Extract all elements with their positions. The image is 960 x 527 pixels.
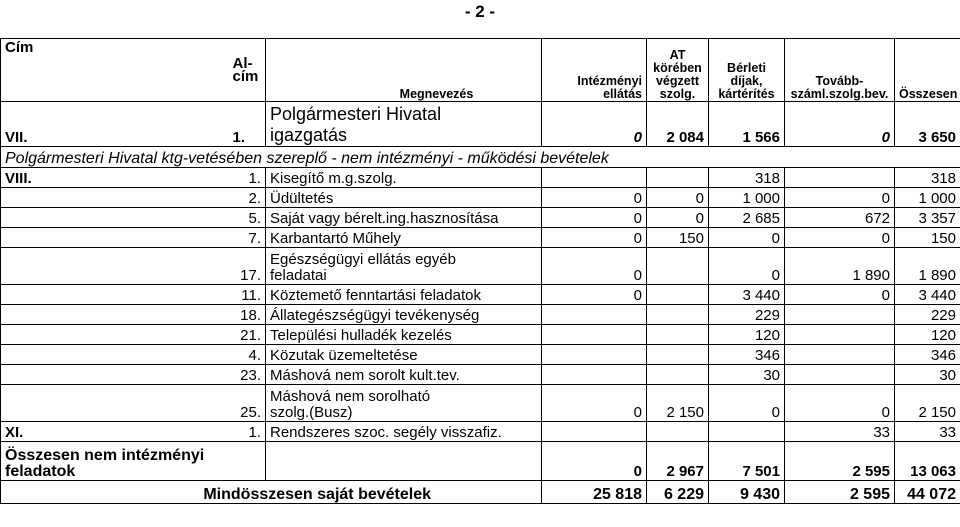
row-value [647, 422, 709, 442]
header-megnevezes: Megnevezés [266, 39, 542, 102]
row-vii-name: Polgármesteri Hivatal igazgatás [266, 102, 542, 147]
row-vii [1, 102, 960, 147]
row-cim: XI. [1, 422, 229, 442]
row-value: 33 [895, 422, 960, 442]
total-nonintez-value: 7 501 [709, 442, 785, 481]
row-value: 318 [709, 168, 785, 188]
row-cim [1, 385, 229, 422]
row-value [785, 325, 895, 345]
row-value: 33 [785, 422, 895, 442]
grand-total-row [1, 481, 960, 504]
row-value: 30 [895, 365, 960, 385]
row-vii-v4: 3 650 [895, 102, 960, 147]
row-name: Közutak üzemeltetése [266, 345, 542, 365]
row-name: Kisegítő m.g.szolg. [266, 168, 542, 188]
row-value: 2 150 [895, 385, 960, 422]
grand-total-label: Mindösszesen saját bevételek [1, 481, 542, 504]
row-cim: VIII. [1, 168, 229, 188]
row-alcim: 17. [229, 248, 266, 285]
row-alcim: 7. [229, 228, 266, 248]
table-row [1, 168, 960, 188]
grand-total-value: 44 072 [895, 481, 960, 504]
row-cim [1, 208, 229, 228]
header-alcim-text: Al- cím [232, 55, 259, 85]
row-value [709, 422, 785, 442]
row-name: Karbantartó Műhely [266, 228, 542, 248]
row-value: 229 [895, 305, 960, 325]
row-value [785, 305, 895, 325]
row-name: Egészségügyi ellátás egyéb feladatai [266, 248, 542, 285]
row-alcim: 23. [229, 365, 266, 385]
table-row [1, 228, 960, 248]
row-alcim: 1. [229, 168, 266, 188]
total-nonintez-value: 2 595 [785, 442, 895, 481]
table-row [1, 365, 960, 385]
row-cim [1, 345, 229, 365]
row-alcim: 2. [229, 188, 266, 208]
row-value: 30 [709, 365, 785, 385]
row-value: 150 [895, 228, 960, 248]
row-alcim: 11. [229, 285, 266, 305]
row-name: Állategészségügyi tevékenység [266, 305, 542, 325]
row-name: Települési hulladék kezelés [266, 325, 542, 345]
row-name: Máshová nem sorolt kult.tev. [266, 365, 542, 385]
row-value: 1 000 [895, 188, 960, 208]
row-value: 2 685 [709, 208, 785, 228]
total-nonintez-value: 0 [542, 442, 647, 481]
row-value [542, 345, 647, 365]
row-alcim: 25. [229, 385, 266, 422]
row-value: 150 [647, 228, 709, 248]
row-value [542, 168, 647, 188]
total-nonintez-row [1, 442, 960, 481]
table-row [1, 305, 960, 325]
row-cim [1, 325, 229, 345]
row-vii-alcim: 1. [229, 102, 266, 147]
table-row [1, 285, 960, 305]
header-berleti: Bérleti díjak, kártérítés [709, 39, 785, 102]
row-cim [1, 285, 229, 305]
row-vii-cim: VII. [1, 102, 229, 147]
row-value: 0 [542, 248, 647, 285]
row-value: 0 [709, 385, 785, 422]
row-value: 0 [542, 228, 647, 248]
total-nonintez-empty [266, 442, 542, 481]
row-value: 346 [895, 345, 960, 365]
grand-total-value: 6 229 [647, 481, 709, 504]
table-row [1, 345, 960, 365]
row-alcim: 1. [229, 422, 266, 442]
row-value [647, 305, 709, 325]
row-value [785, 365, 895, 385]
header-tovabb: Tovább- száml.szolg.bev. [785, 39, 895, 102]
header-alcim [229, 39, 266, 102]
table-row [1, 422, 960, 442]
row-value: 3 440 [895, 285, 960, 305]
revenue-table [0, 38, 960, 504]
table-row [1, 248, 960, 285]
row-alcim: 21. [229, 325, 266, 345]
header-at-koreben: AT körében végzett szolg. [647, 39, 709, 102]
row-alcim: 5. [229, 208, 266, 228]
row-value: 2 150 [647, 385, 709, 422]
row-value [542, 422, 647, 442]
total-nonintez-value: 13 063 [895, 442, 960, 481]
row-name: Rendszeres szoc. segély visszafiz. [266, 422, 542, 442]
section-title: Polgármesteri Hivatal ktg-vetésében szereplő - nem intézményi - működési bevételek [1, 147, 960, 168]
row-value: 672 [785, 208, 895, 228]
row-cim [1, 365, 229, 385]
header-intezmenyi: Intézményi ellátás [542, 39, 647, 102]
row-value: 229 [709, 305, 785, 325]
row-value [542, 325, 647, 345]
row-cim [1, 228, 229, 248]
row-alcim: 18. [229, 305, 266, 325]
row-value [785, 345, 895, 365]
page-number: - 2 - [464, 2, 496, 21]
row-value [647, 248, 709, 285]
row-value: 120 [895, 325, 960, 345]
row-value: 0 [709, 248, 785, 285]
row-value: 0 [785, 228, 895, 248]
row-value: 346 [709, 345, 785, 365]
row-value [647, 325, 709, 345]
total-nonintez-value: 2 967 [647, 442, 709, 481]
row-value: 3 357 [895, 208, 960, 228]
row-cim [1, 305, 229, 325]
row-name: Köztemető fenntartási feladatok [266, 285, 542, 305]
row-value [647, 345, 709, 365]
row-value [647, 285, 709, 305]
row-value: 318 [895, 168, 960, 188]
row-value: 1 000 [709, 188, 785, 208]
grand-total-value: 25 818 [542, 481, 647, 504]
header-osszesen: Összesen [895, 39, 960, 102]
row-vii-v1: 2 084 [647, 102, 709, 147]
grand-total-value: 2 595 [785, 481, 895, 504]
row-value [542, 365, 647, 385]
row-value: 1 890 [895, 248, 960, 285]
row-cim [1, 248, 229, 285]
row-value: 0 [785, 188, 895, 208]
row-value: 0 [542, 385, 647, 422]
row-name: Máshová nem sorolható szolg.(Busz) [266, 385, 542, 422]
row-value [785, 168, 895, 188]
row-name: Üdültetés [266, 188, 542, 208]
row-value: 0 [647, 208, 709, 228]
row-value: 0 [542, 285, 647, 305]
grand-total-value: 9 430 [709, 481, 785, 504]
row-value: 0 [542, 208, 647, 228]
header-row [1, 39, 960, 102]
row-vii-v0: 0 [542, 102, 647, 147]
row-value [647, 168, 709, 188]
row-value: 0 [709, 228, 785, 248]
row-value: 120 [709, 325, 785, 345]
table-row [1, 385, 960, 422]
row-value: 0 [785, 385, 895, 422]
row-value: 1 890 [785, 248, 895, 285]
row-value: 3 440 [709, 285, 785, 305]
table-row [1, 208, 960, 228]
row-vii-v3: 0 [785, 102, 895, 147]
row-value [647, 365, 709, 385]
row-cim [1, 188, 229, 208]
row-value: 0 [785, 285, 895, 305]
table-row [1, 325, 960, 345]
row-vii-v2: 1 566 [709, 102, 785, 147]
row-value: 0 [647, 188, 709, 208]
section-title-row [1, 147, 960, 168]
row-value [542, 305, 647, 325]
total-nonintez-label: Összesen nem intézményi feladatok [1, 442, 266, 481]
row-alcim: 4. [229, 345, 266, 365]
table-row [1, 188, 960, 208]
row-name: Saját vagy bérelt.ing.hasznosítása [266, 208, 542, 228]
row-value: 0 [542, 188, 647, 208]
header-cim: Cím [1, 39, 229, 102]
